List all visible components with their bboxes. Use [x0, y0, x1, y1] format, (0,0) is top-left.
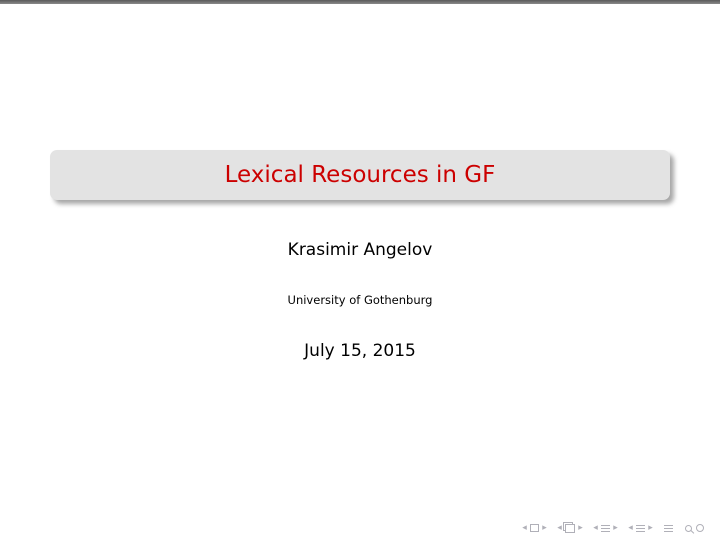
arrow-left-icon[interactable]: ◂ — [557, 523, 562, 533]
author-name: Krasimir Angelov — [287, 240, 433, 260]
arrow-left-icon[interactable]: ◂ — [628, 523, 633, 533]
institute-name: University of Gothenburg — [287, 293, 433, 307]
presentation-date: July 15, 2015 — [304, 341, 416, 361]
slide-icon[interactable] — [530, 524, 539, 532]
search-icon[interactable] — [685, 525, 692, 532]
arrow-left-icon[interactable]: ◂ — [593, 523, 598, 533]
arrow-right-icon[interactable]: ▸ — [613, 523, 618, 533]
slide-title: Lexical Resources in GF — [224, 162, 496, 188]
arrow-right-icon[interactable]: ▸ — [578, 523, 583, 533]
title-box — [50, 150, 670, 200]
nav-tools-group — [683, 524, 706, 532]
nav-frame-group — [556, 523, 584, 533]
nav-align-group — [662, 524, 675, 532]
undo-icon[interactable] — [696, 524, 704, 532]
nav-subsection-group — [592, 523, 619, 533]
arrow-left-icon[interactable]: ◂ — [522, 523, 527, 533]
nav-slide-group — [521, 523, 548, 533]
nav-section-group — [627, 523, 654, 533]
subsection-icon[interactable] — [601, 524, 610, 532]
beamer-navigation-bar — [513, 521, 706, 535]
frame-icon[interactable] — [565, 524, 575, 533]
arrow-right-icon[interactable]: ▸ — [648, 523, 653, 533]
top-border — [0, 0, 720, 4]
section-icon[interactable] — [636, 524, 645, 532]
align-icon[interactable] — [664, 524, 673, 532]
arrow-right-icon[interactable]: ▸ — [542, 523, 547, 533]
